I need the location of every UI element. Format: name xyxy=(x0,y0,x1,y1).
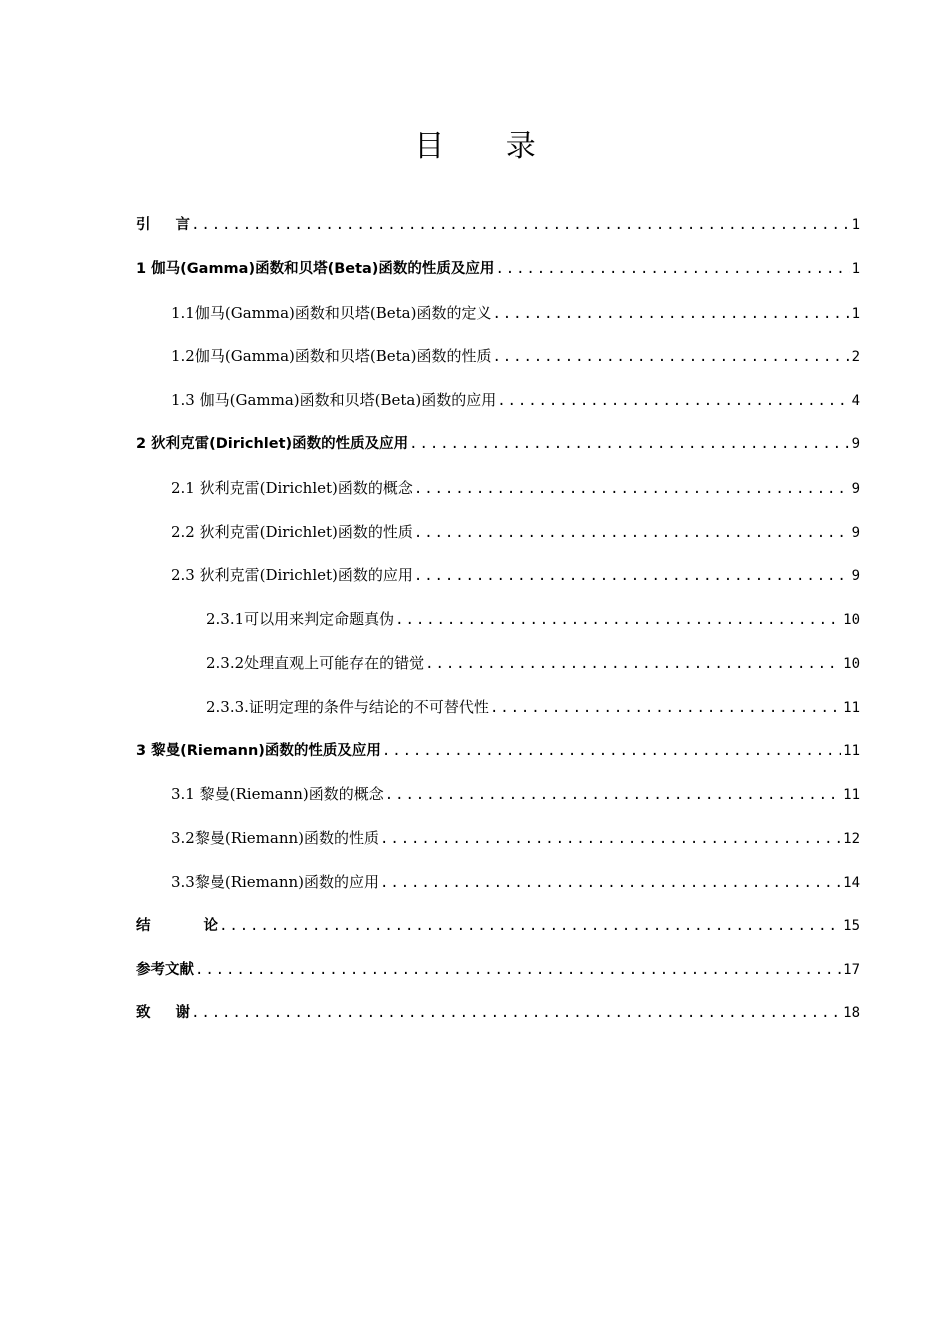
toc-page-number: 1 xyxy=(851,217,860,233)
toc-page-number: 11 xyxy=(843,699,860,716)
toc-entry-title: 1 伽马(Gamma)函数和贝塔(Beta)函数的性质及应用 xyxy=(136,260,495,277)
toc-dot-leader xyxy=(395,600,841,640)
toc-page-number: 1 xyxy=(851,260,860,277)
toc-page-number: 15 xyxy=(843,917,860,934)
toc-page-number: 14 xyxy=(843,874,860,891)
toc-entry-title: 引 言 xyxy=(136,217,191,233)
toc-dot-leader xyxy=(492,337,849,377)
toc-dot-leader xyxy=(414,469,850,509)
toc-entry-title: 结 论 xyxy=(136,917,219,934)
toc-entry[interactable] xyxy=(136,249,860,293)
toc-entry[interactable] xyxy=(136,424,860,468)
toc-entry[interactable] xyxy=(136,293,860,337)
toc-entry-title: 2.2 狄利克雷(Dirichlet)函数的性质 xyxy=(171,522,413,541)
toc-entry[interactable] xyxy=(136,512,860,556)
toc-entry-title: 3.2黎曼(Riemann)函数的性质 xyxy=(171,829,380,848)
toc-dot-leader xyxy=(414,556,850,596)
toc-page-number: 11 xyxy=(843,787,860,804)
toc-page-number: 9 xyxy=(851,435,860,452)
toc-page-number: 1 xyxy=(851,305,860,322)
toc-entry-title: 2.1 狄利克雷(Dirichlet)函数的概念 xyxy=(171,478,413,497)
toc-dot-leader xyxy=(490,688,841,728)
toc-entry-title: 3 黎曼(Riemann)函数的性质及应用 xyxy=(136,742,381,759)
toc-entry-title: 2.3 狄利克雷(Dirichlet)函数的应用 xyxy=(171,566,413,585)
toc-page-number: 9 xyxy=(851,480,860,497)
toc-entry-title: 2.3.1可以用来判定命题真伪 xyxy=(206,610,395,629)
toc-dot-leader xyxy=(191,993,841,1033)
toc-entry[interactable] xyxy=(136,336,860,380)
toc-entry[interactable] xyxy=(136,731,860,775)
table-of-contents xyxy=(136,205,860,1037)
toc-page-number: 4 xyxy=(851,393,860,410)
toc-dot-leader xyxy=(495,249,849,289)
toc-entry[interactable] xyxy=(136,950,860,994)
toc-page-number: 17 xyxy=(843,961,860,978)
toc-page-number: 9 xyxy=(851,524,860,541)
toc-page-number: 18 xyxy=(843,1005,860,1022)
toc-entry-title: 3.1 黎曼(Riemann)函数的概念 xyxy=(171,785,384,804)
toc-page-number: 10 xyxy=(843,612,860,629)
toc-entry[interactable] xyxy=(136,643,860,687)
toc-dot-leader xyxy=(191,205,850,245)
toc-page-number: 9 xyxy=(851,568,860,585)
toc-dot-leader xyxy=(414,513,850,553)
toc-dot-leader xyxy=(382,731,841,771)
page-title: 目 录 xyxy=(414,129,562,164)
toc-entry[interactable] xyxy=(136,555,860,599)
toc-page-number: 2 xyxy=(851,349,860,366)
toc-dot-leader xyxy=(409,424,849,464)
toc-entry-title: 2 狄利克雷(Dirichlet)函数的性质及应用 xyxy=(136,435,409,452)
toc-dot-leader xyxy=(380,863,841,903)
toc-entry[interactable] xyxy=(136,906,860,950)
toc-entry-title: 2.3.2处理直观上可能存在的错觉 xyxy=(206,653,425,672)
toc-entry[interactable] xyxy=(136,862,860,906)
toc-dot-leader xyxy=(380,819,841,859)
toc-entry-title: 3.3黎曼(Riemann)函数的应用 xyxy=(171,872,380,891)
toc-entry[interactable] xyxy=(136,599,860,643)
toc-page-number: 11 xyxy=(843,742,860,759)
toc-dot-leader xyxy=(385,775,841,815)
toc-dot-leader xyxy=(425,644,841,684)
toc-entry-title: 致 谢 xyxy=(136,1005,191,1022)
toc-page-number: 10 xyxy=(843,655,860,672)
toc-entry-title: 1.1伽马(Gamma)函数和贝塔(Beta)函数的定义 xyxy=(171,303,492,322)
toc-entry[interactable] xyxy=(136,818,860,862)
toc-entry[interactable] xyxy=(136,993,860,1037)
toc-dot-leader xyxy=(195,950,841,990)
toc-dot-leader xyxy=(492,294,849,334)
toc-entry[interactable] xyxy=(136,205,860,249)
toc-entry[interactable] xyxy=(136,380,860,424)
toc-entry[interactable] xyxy=(136,468,860,512)
toc-entry-title: 1.3 伽马(Gamma)函数和贝塔(Beta)函数的应用 xyxy=(171,391,497,410)
toc-page-number: 12 xyxy=(843,831,860,848)
toc-dot-leader xyxy=(219,906,841,946)
toc-dot-leader xyxy=(497,381,849,421)
toc-entry-title: 参考文献 xyxy=(136,961,194,978)
toc-entry-title: 2.3.3.证明定理的条件与结论的不可替代性 xyxy=(206,697,489,716)
toc-entry-title: 1.2伽马(Gamma)函数和贝塔(Beta)函数的性质 xyxy=(171,347,492,366)
toc-entry[interactable] xyxy=(136,687,860,731)
toc-entry[interactable] xyxy=(136,774,860,818)
